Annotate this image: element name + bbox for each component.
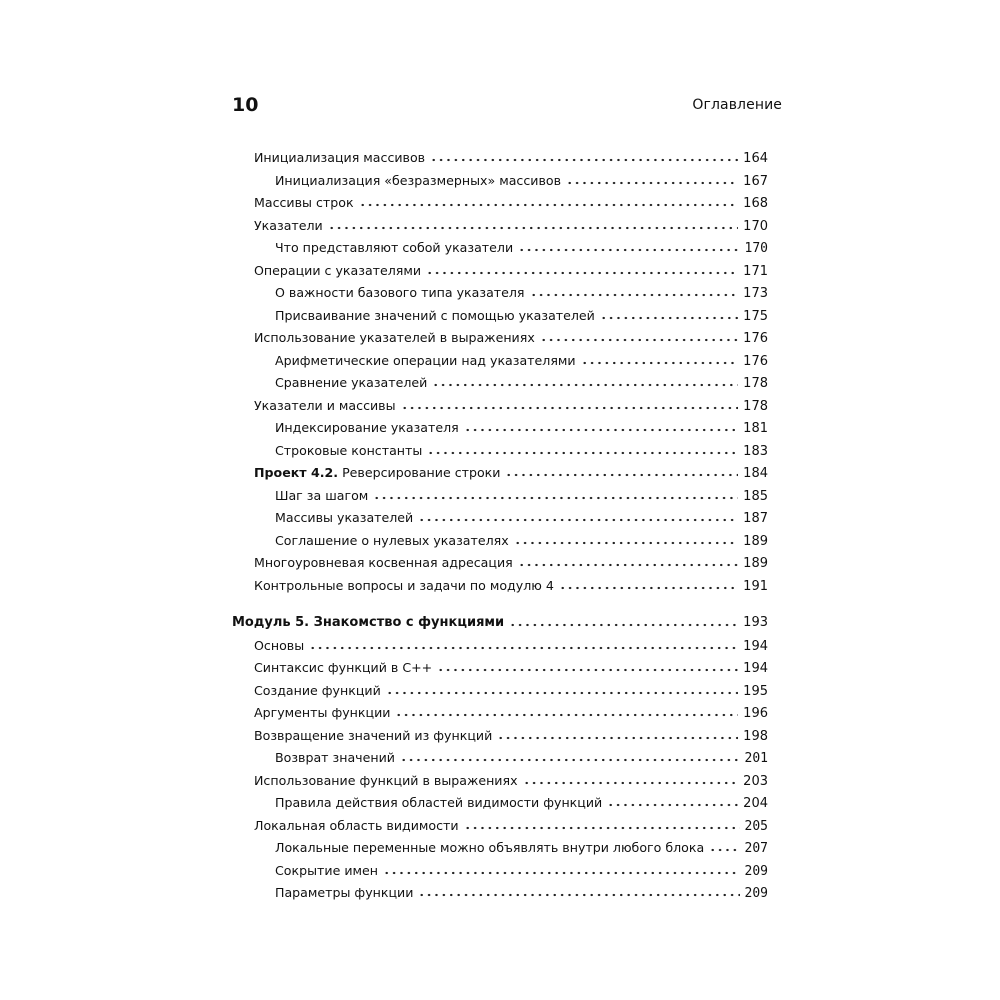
dot-leader — [509, 622, 738, 628]
toc-page-number: 204 — [743, 796, 768, 811]
toc-entry-title: Инициализация массивов — [254, 150, 426, 165]
dot-leader — [383, 870, 740, 876]
toc-entry-title: Индексирование указателя — [275, 420, 459, 435]
dot-leader — [464, 825, 740, 831]
toc-entry-title: Основы — [254, 638, 305, 653]
toc-entry — [275, 238, 768, 258]
toc-page-number: 193 — [743, 615, 768, 630]
toc-entry-title: Операции с указателями — [254, 263, 422, 278]
dot-leader — [373, 495, 738, 501]
toc-entry-title: Массивы указателей — [275, 510, 414, 525]
dot-leader — [437, 667, 738, 673]
dot-leader — [395, 712, 738, 718]
toc-page-number: 170 — [743, 219, 768, 234]
toc-page-number: 205 — [744, 819, 768, 834]
dot-leader — [427, 450, 738, 456]
toc-entry-title: Синтаксис функций в С++ — [254, 660, 433, 675]
dot-leader — [709, 847, 739, 853]
toc-entry — [254, 636, 768, 656]
dot-leader — [418, 517, 738, 523]
toc-entry-title: Возврат значений — [275, 750, 395, 765]
toc-entry-title: Шаг за шагом — [275, 488, 369, 503]
dot-leader — [514, 540, 738, 546]
toc-entry — [254, 726, 768, 746]
dot-leader — [432, 382, 738, 388]
toc-entry-title — [254, 463, 500, 483]
dot-leader — [505, 472, 738, 478]
toc-entry — [254, 396, 768, 416]
toc-page-number: 176 — [743, 354, 768, 369]
toc-entry — [275, 861, 768, 881]
toc-entry-title: Инициализация «безразмерных» массивов — [275, 173, 562, 188]
toc-entry-title: Использование функций в выражениях — [254, 773, 518, 788]
toc-module-heading — [232, 613, 768, 633]
toc-entry-title: Параметры функции — [275, 885, 414, 900]
toc-entry-title: Указатели и массивы — [254, 398, 396, 413]
toc-page-number: 189 — [743, 556, 768, 571]
dot-leader — [309, 645, 738, 651]
toc-entry — [254, 193, 768, 213]
toc-entry — [275, 283, 768, 303]
toc-page-number: 167 — [743, 174, 768, 189]
toc-entry — [254, 148, 768, 168]
toc-page-number: 191 — [743, 579, 768, 594]
toc-entry-title: Модуль 5. Знакомство с функциями — [232, 615, 505, 630]
toc-entry-title-bold: Проект 4.2. — [254, 465, 339, 480]
toc-page-number: 173 — [743, 286, 768, 301]
toc-entry-title: Сокрытие имен — [275, 863, 378, 878]
toc-page-number: 176 — [743, 331, 768, 346]
toc-page-number: 185 — [743, 489, 768, 504]
toc-entry-title: Создание функций — [254, 683, 381, 698]
toc-entry — [254, 216, 768, 236]
toc-page-number: 170 — [744, 241, 768, 256]
toc-entry-title: Локальные переменные можно объявлять внутри любого блока — [275, 840, 705, 855]
toc-entry — [275, 441, 768, 461]
toc-page-number: 209 — [744, 886, 768, 901]
dot-leader — [497, 735, 738, 741]
toc-entry-title-rest: Реверсирование строки — [338, 465, 501, 480]
toc-page-number: 189 — [743, 534, 768, 549]
toc-page-number: 178 — [743, 376, 768, 391]
toc-page-number: 187 — [743, 511, 768, 526]
toc-entry-title: Правила действия областей видимости функций — [275, 795, 603, 810]
toc-entry — [254, 658, 768, 678]
toc-entry — [275, 508, 768, 528]
toc-entry-title: Сравнение указателей — [275, 375, 428, 390]
toc-entry — [275, 351, 768, 371]
toc-page-number: 181 — [743, 421, 768, 436]
dot-leader — [328, 225, 738, 231]
toc-entry — [275, 531, 768, 551]
toc-entry-title: Указатели — [254, 218, 323, 233]
toc-entry-title: О важности базового типа указателя — [275, 285, 525, 300]
toc-page-number: 209 — [744, 864, 768, 879]
toc-entry-title: Арифметические операции над указателями — [275, 353, 576, 368]
toc-page-number: 195 — [743, 684, 768, 699]
dot-leader — [540, 337, 738, 343]
toc-entry — [254, 771, 768, 791]
dot-leader — [401, 405, 739, 411]
toc-page-number: 207 — [744, 841, 768, 856]
dot-leader — [566, 180, 738, 186]
toc-entry-title: Массивы строк — [254, 195, 354, 210]
dot-leader — [518, 562, 738, 568]
dot-leader — [400, 757, 740, 763]
dot-leader — [530, 292, 739, 298]
toc-entry — [275, 171, 768, 191]
dot-leader — [430, 157, 738, 163]
toc-page-number: 201 — [744, 751, 768, 766]
toc-entry-title: Локальная область видимости — [254, 818, 459, 833]
toc-entry-title: Использование указателей в выражениях — [254, 330, 535, 345]
dot-leader — [464, 427, 738, 433]
page-number: 10 — [232, 94, 259, 116]
toc-page-number: 194 — [743, 661, 768, 676]
toc-page-number: 184 — [743, 466, 768, 481]
toc-entry — [254, 328, 768, 348]
dot-leader — [581, 360, 739, 366]
dot-leader — [523, 780, 739, 786]
toc-page-number: 178 — [743, 399, 768, 414]
toc-page-number: 171 — [743, 264, 768, 279]
toc-entry — [254, 463, 768, 483]
toc-entry-title: Многоуровневая косвенная адресация — [254, 555, 513, 570]
toc-entry — [254, 681, 768, 701]
dot-leader — [600, 315, 738, 321]
toc-entry-title: Присваивание значений с помощью указателей — [275, 308, 595, 323]
toc-entry — [254, 816, 768, 836]
dot-leader — [418, 892, 739, 898]
toc-page-number: 198 — [743, 729, 768, 744]
toc-entry — [275, 486, 768, 506]
toc-entry — [254, 261, 768, 281]
toc-page-number: 194 — [743, 639, 768, 654]
toc-page-number: 203 — [743, 774, 768, 789]
dot-leader — [426, 270, 738, 276]
toc-entry-title: Строковые константы — [275, 443, 423, 458]
toc-page-number: 196 — [743, 706, 768, 721]
toc-entry-title: Соглашение о нулевых указателях — [275, 533, 509, 548]
toc-entry-title: Аргументы функции — [254, 705, 391, 720]
toc-entry — [254, 553, 768, 573]
toc-entry — [275, 306, 768, 326]
toc-page-number: 164 — [743, 151, 768, 166]
toc-entry-title: Возвращение значений из функций — [254, 728, 493, 743]
toc-page-number: 168 — [743, 196, 768, 211]
dot-leader — [359, 202, 739, 208]
toc-entry — [254, 576, 768, 596]
toc-entry — [275, 838, 768, 858]
toc-entry — [275, 793, 768, 813]
dot-leader — [518, 247, 739, 253]
dot-leader — [559, 585, 738, 591]
toc-entry — [254, 703, 768, 723]
toc-entry — [275, 883, 768, 903]
toc-entry-title: Что представляют собой указатели — [275, 240, 514, 255]
toc-entry — [275, 373, 768, 393]
dot-leader — [607, 802, 738, 808]
toc-entry-title: Контрольные вопросы и задачи по модулю 4 — [254, 578, 554, 593]
toc-page-number: 183 — [743, 444, 768, 459]
toc-page-number: 175 — [743, 309, 768, 324]
toc-entry — [275, 748, 768, 768]
toc-entry — [275, 418, 768, 438]
running-head: Оглавление — [692, 97, 782, 113]
dot-leader — [386, 690, 738, 696]
